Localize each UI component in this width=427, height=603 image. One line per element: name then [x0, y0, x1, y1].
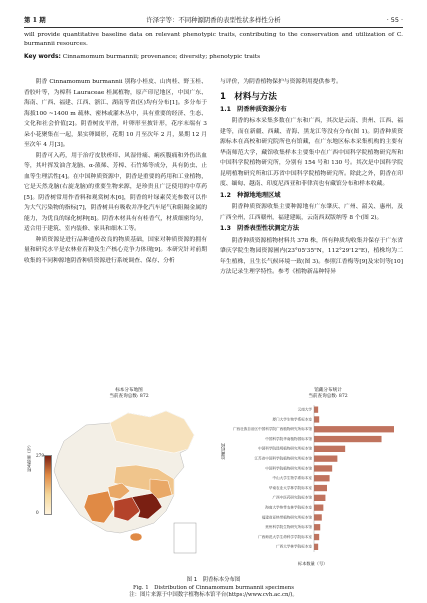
paragraph-methods: 阴香种质资源植物材料共 378 株，所有种质均收集并保存于广东省肇庆学院生物园资源圃内(23°05'35"N，112°29'12"E)，植株均为二年生植株，且生长气候环境一致(图 3)。参照江香梅等[9]及宋钊等[10]方法记录生理学特性。参考《植物新品种特异: [220, 237, 403, 275]
bar-ylabel: 馆藏机构: [220, 443, 225, 460]
bar-label: 广西壮族自治区中国科学院广西植物研究所标本馆: [232, 427, 312, 432]
paragraph-intro: 阴香 Cinnamomum burmannii 别称小桂皮、山肉桂、野玉桂、香胶叶等，为樟科 Lauraceae 桂属植物，原产印尼地区，中国广东、海南、广西、福建、江西、浙江、湖南等省(区)均有分布[1]。多分布于海拔100 ~1400 m 疏林、密林或灌木丛中，具有重要的经济、生态、文化和社会价值[2]。阴香树皮平滑，叶卵形至披针形，花序末端有 3 朵小花聚集在一起，果实卵圆形，花期 10 月至次年 2 月，果期 12 月至次年 4 月[3]。: [24, 79, 207, 148]
map-title-line-2: 当前查询总数: 872: [109, 394, 149, 399]
map-title-line-1: 标本分布地图: [115, 388, 143, 393]
figure-1: [24, 383, 403, 578]
bar-label: 广西师范大学生命科学学院标本室: [258, 534, 312, 539]
bar-title-line-2: 当前查询总数: 872: [308, 394, 348, 399]
bar-label: 广西大学林学院标本室: [276, 544, 312, 549]
bar: [314, 416, 319, 422]
page-number: · 55 ·: [386, 16, 403, 24]
section-heading: 1 材料与方法: [220, 91, 277, 102]
paragraph-provenance: 阴香种质资源收集主要种源地有广东肇庆、广州、韶关、惠州，及广西全州，江西赣州，福建建瓯，云南西双版纳等 8 个(图 2)。: [220, 204, 403, 221]
bar-label: 中国科学院华南植物园标本馆: [265, 436, 312, 441]
bar: [314, 407, 318, 413]
bar-label: 海南大学热带农林学院标本室: [265, 505, 312, 510]
bar: [314, 456, 337, 462]
subsection-heading-1-3: 1.3 阴香表型性状测定方法: [220, 225, 300, 232]
legend-min: 0: [36, 510, 39, 515]
legend-max: 279: [36, 453, 44, 458]
china-map-svg: [24, 383, 212, 569]
bar-label: 贵州科学院生物研究所标本馆: [265, 525, 312, 530]
bar-label: 中国科学院植物研究所标本馆: [265, 466, 312, 471]
issue-number: 第 1 期: [24, 16, 46, 24]
running-title: 许泽宇等：不同种源阴香的表型性状多样性分析: [146, 16, 281, 24]
bar: [314, 446, 345, 452]
bar-label: 华南农业大学林学院标本室: [268, 485, 312, 490]
specimen-map: [24, 383, 212, 569]
bar-label: 江苏省中国科学院植物研究所标本馆: [254, 456, 312, 461]
map-ylabel: 标本数量（号）: [26, 443, 31, 473]
collection-bar-chart: [218, 383, 403, 569]
bar: [314, 436, 382, 442]
paragraph-germplasm: 种质资源是进行品种遗传改良的物质基础，国家对种质资源的拥有量和研究水平是农林业育种及生产核心竞争力体现[9]。本研究针对前期收集的不同种源地阴香种质资源进行系统调查、保存、分析: [24, 236, 207, 264]
bar-label: 云南大学: [297, 407, 312, 412]
caption-note: 注：图片来源于中国数字植物标本馆平台(https://www.cvh.ac.cn/)。: [129, 592, 298, 598]
keywords: [24, 53, 403, 62]
bar: [314, 534, 319, 540]
running-header: [24, 14, 403, 26]
bar: [314, 465, 332, 471]
bar: [314, 495, 325, 501]
hainan-island: [130, 533, 142, 541]
paragraph-distribution: 阴香的标本采集多数在广东和广西，其次是云南、贵州、江西、福建等，而在新疆、西藏、青海、黑龙江等没有分布(图 1)。阴香种质资源标本在高校和研究院所也有馆藏，在广东地区标本采集机构的主要有华南师范大学，藏馆收集样本主要集中在广西中国科学院植物研究所和中国科学院植物研究所，分别有 154 号和 130 号。其次是中国科学院昆明植物研究所和江苏省中国科学院植物研究所。除此之外，阴香在印度、缅甸、越南、印度尼西亚和菲律宾也有藏馆分布和样本收藏。: [220, 118, 403, 187]
paragraph-continued: 与评价，为阴香植物保护与资源利用提供参考。: [220, 79, 342, 85]
bar-xlabel: 标本数量（号）: [298, 561, 328, 566]
subsection-heading-1-1: 1.1 阴香种质资源分布: [220, 105, 287, 113]
bar: [314, 475, 330, 481]
bar-label: 中国科学院昆明植物研究所标本馆: [258, 446, 312, 451]
bar-label: 中山大学生物学系标本室: [272, 476, 312, 481]
left-column: [24, 77, 207, 266]
right-column: [220, 77, 403, 278]
bar-label: 厦门大学生物学系标本室: [272, 417, 312, 422]
bar-label: 广西中医药研究院标本馆: [272, 495, 312, 500]
bar: [314, 544, 318, 550]
bar-chart-svg: [218, 383, 403, 569]
abstract-tail: will provide quantitative baseline data on relevant phenotypic traits, contributing to the conservation and utilization of C. burmannii resources.: [24, 32, 403, 47]
south-china-sea-inset: [174, 523, 196, 553]
subsection-heading-1-2: 1.2 种源地地理区域: [220, 191, 281, 199]
bar: [314, 426, 394, 432]
bar: [314, 505, 323, 511]
keywords-text: Cinnamomum burmannii; provenance; diversity; phenotypic traits: [62, 54, 261, 60]
bar-label: 福建省亚热带植物研究所标本馆: [261, 515, 312, 520]
figure-caption: [24, 577, 403, 600]
header-rule: [24, 27, 403, 28]
bar: [314, 524, 320, 530]
paragraph-uses: 阴香可入药，用于治疗皮肤疥痒、风湿骨痛、痢疾腹痛和外伤出血等，其叶挥发油含龙脑、α-蒎烯、芳樟、石竹烯等成分，具有防虫、止血等生理活性[4]。在中国种质资源中，阴香是重要的药用和工业植物，它是天然龙脑(右旋龙脑)的重要生物来源，是珍贵且广泛使用的中草药[5]。阴香树常用作香料和观赏树木[6]，阴香的叶绿素荧光参数可以作为大气污染物的指标[7]，阴香树具有吸收并净化汽车尾气和阻隔金属的能力，为优良的绿化树种[8]。阴香木材具有有桂香气，材质细密均匀，适合用于建筑、室内装修、家具和细木工等。: [24, 152, 207, 232]
bar: [314, 485, 327, 491]
keywords-label: Key words:: [24, 54, 61, 60]
caption-en: Fig. 1 Distribution of Cinnamomum burmannii specimens: [132, 584, 295, 591]
caption-cn: 图 1 阴香标本分布图: [186, 577, 241, 583]
bar-title-line-1: 馆藏分布统计: [314, 388, 342, 393]
bar: [314, 514, 322, 520]
